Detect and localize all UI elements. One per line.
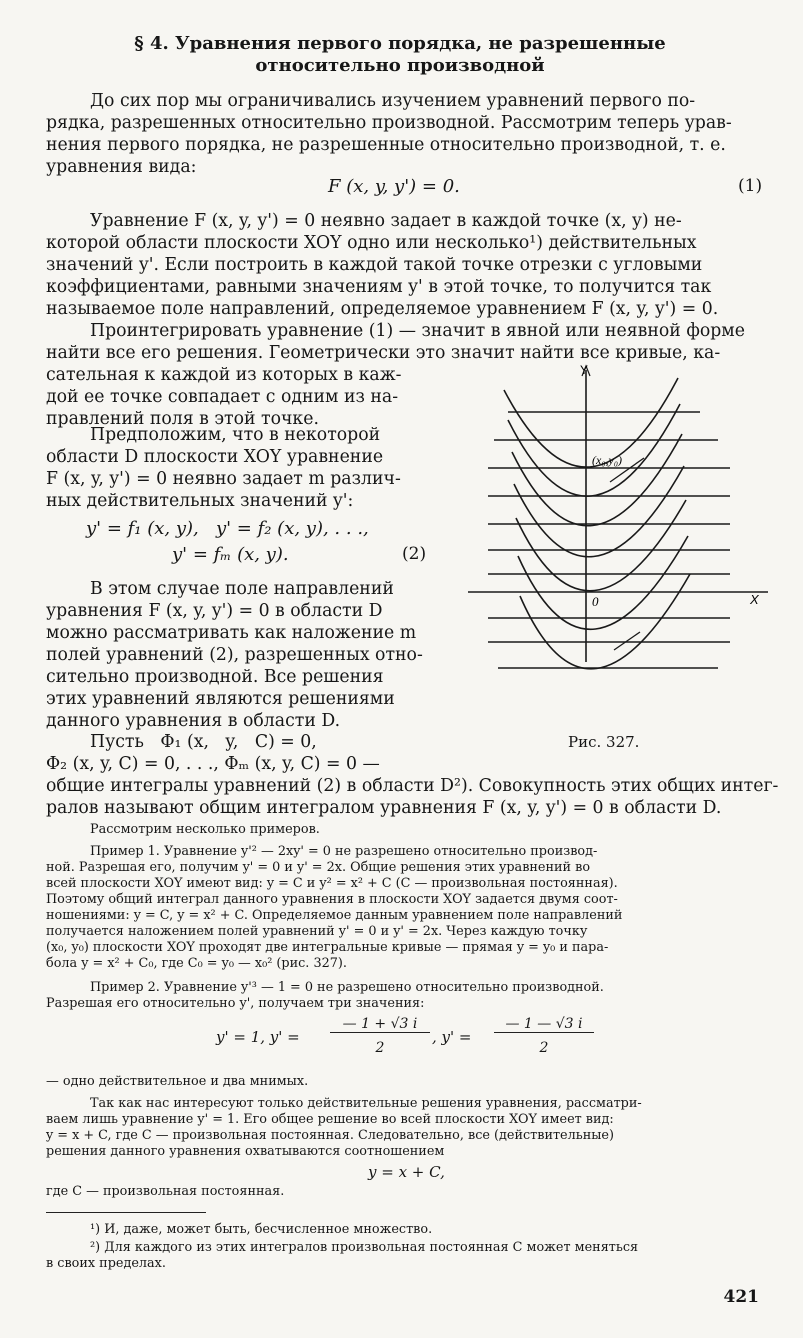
paragraph-line: которой области плоскости XOY одно или несколько¹) действительных: [46, 233, 697, 253]
figure-caption: Рис. 327.: [568, 733, 640, 751]
examples-intro: Рассмотрим несколько примеров.: [90, 822, 320, 837]
paragraph-line: значений y'. Если построить в каждой такой точке отрезки с угловыми: [46, 255, 703, 275]
example-1-line: ношениями: y = C, y = x² + C. Определяемое данным уравнением поле направлений: [46, 908, 623, 923]
paragraph-line: сательная к каждой из которых в каж-: [46, 365, 402, 385]
equation-3-denominator-1: 2: [375, 1040, 385, 1056]
paragraph-line: можно рассматривать как наложение m: [46, 623, 417, 643]
parabola: [516, 500, 686, 591]
paragraph-7-line: y = x + C, где C — произвольная постоянная. Следовательно, все (действительные): [46, 1128, 614, 1143]
paragraph-line: называемое поле направлений, определяемое уравнением F (x, y, y') = 0.: [46, 299, 719, 319]
footnote-2: ²) Для каждого из этих интегралов произвольная постоянная C может меняться: [90, 1240, 639, 1255]
paragraph-line: уравнения F (x, y, y') = 0 в области D: [46, 601, 383, 621]
equation-3-numerator-2: — 1 — √3 i: [494, 1016, 594, 1033]
intro-line: До сих пор мы ограничивались изучением уравнений первого по-: [90, 91, 696, 111]
paragraph-line: ралов называют общим интегралом уравнения F (x, y, y') = 0 в области D.: [46, 798, 722, 818]
example-1-line: Поэтому общий интеграл данного уравнения в плоскости XOY задается двумя соот-: [46, 892, 618, 907]
paragraph-line: Проинтегрировать уравнение (1) — значит в явной или неявной форме: [90, 321, 745, 341]
footnote-2-continued: в своих пределах.: [46, 1256, 166, 1271]
example-2-line: Пример 2. Уравнение y'³ — 1 = 0 не разрешено относительно производной.: [90, 980, 604, 995]
after-equation-3: — одно действительное и два мнимых.: [46, 1074, 309, 1089]
paragraph-7-line: решения данного уравнения охватываются соотношением: [46, 1144, 445, 1159]
section-title-line-2: относительно производной: [255, 55, 545, 76]
paragraph-line: области D плоскости XOY уравнение: [46, 447, 384, 467]
y-axis-label: Y: [580, 363, 589, 377]
figure-integral-curves: [468, 360, 768, 730]
equation-2-line-1: y' = f₁ (x, y), y' = f₂ (x, y), . . .,: [86, 518, 369, 539]
equation-2-line-2: y' = fₘ (x, y).: [172, 544, 289, 565]
paragraph-line: коэффициентами, равными значениям y' в этой точке, то получится так: [46, 277, 712, 297]
paragraph-line: этих уравнений являются решениями: [46, 689, 395, 709]
intro-line: нения первого порядка, не разрешенные относительно производной, т. е.: [46, 135, 726, 155]
paragraph-7-line: ваем лишь уравнение y' = 1. Его общее решение во всей плоскости XOY имеет вид:: [46, 1112, 614, 1127]
example-1-line: бола y = x² + C₀, где C₀ = y₀ — x₀² (рис. 327).: [46, 956, 347, 971]
section-title-line-1: § 4. Уравнения первого порядка, не разрешенные: [134, 33, 666, 54]
example-1-line: всей плоскости XOY имеют вид: y = C и y² = x² + C (C — произвольная постоянная).: [46, 876, 618, 891]
x-axis-label: X: [750, 592, 759, 607]
footnote-1: ¹) И, даже, может быть, бесчисленное множество.: [90, 1222, 433, 1237]
page-number: 421: [723, 1287, 759, 1307]
example-1-line: Пример 1. Уравнение y'² — 2xy' = 0 не разрешено относительно производ-: [90, 844, 598, 859]
footnote-rule: [46, 1212, 206, 1213]
equation-3-numerator-1: — 1 + √3 i: [330, 1016, 430, 1033]
equation-2-number: (2): [402, 544, 427, 564]
paragraph-line: правлений поля в этой точке.: [46, 409, 319, 429]
point-label: (x₀,y₀): [592, 453, 622, 467]
paragraph-line: Пусть Φ₁ (x, y, C) = 0,: [90, 732, 317, 752]
paragraph-line: Φ₂ (x, y, C) = 0, . . ., Φₘ (x, y, C) = 0 —: [46, 754, 380, 774]
paragraph-line: В этом случае поле направлений: [90, 579, 394, 599]
equation-1: F (x, y, y') = 0.: [328, 176, 460, 197]
intro-line: рядка, разрешенных относительно производной. Рассмотрим теперь урав-: [46, 113, 732, 133]
parabola: [512, 434, 682, 526]
origin-label: 0: [592, 594, 599, 609]
paragraph-line: общие интегралы уравнений (2) в области D²). Совокупность этих общих интег-: [46, 776, 779, 796]
paragraph-line: F (x, y, y') = 0 неявно задает m различ-: [46, 469, 401, 489]
example-1-line: ной. Разрешая его, получим y' = 0 и y' = 2x. Общие решения этих уравнений во: [46, 860, 591, 875]
equation-4: y = x + C,: [368, 1163, 445, 1181]
paragraph-7-line: Так как нас интересуют только действительные решения уравнения, рассматри-: [90, 1096, 642, 1111]
paragraph-line: Предположим, что в некоторой: [90, 425, 381, 445]
example-2-line: Разрешая его относительно y', получаем три значения:: [46, 996, 425, 1011]
paragraph-line: сительно производной. Все решения: [46, 667, 384, 687]
parabola: [504, 378, 678, 467]
paragraph-line: полей уравнений (2), разрешенных отно-: [46, 645, 423, 665]
equation-1-number: (1): [738, 176, 763, 196]
example-1-line: получается наложением полей уравнений y' = 0 и y' = 2x. Через каждую точку: [46, 924, 588, 939]
paragraph-line: Уравнение F (x, y, y') = 0 неявно задает в каждой точке (x, y) не-: [90, 211, 682, 231]
paragraph-line: найти все его решения. Геометрически это значит найти все кривые, ка-: [46, 343, 721, 363]
equation-3-part1: y' = 1, y' =: [216, 1028, 300, 1046]
after-equation-4: где C — произвольная постоянная.: [46, 1184, 285, 1199]
equation-3-separator: , y' =: [432, 1028, 472, 1046]
paragraph-line: данного уравнения в области D.: [46, 711, 341, 731]
paragraph-line: дой ее точке совпадает с одним из на-: [46, 387, 399, 407]
intro-line: уравнения вида:: [46, 157, 197, 177]
example-1-line: (x₀, y₀) плоскости XOY проходят две интегральные кривые — прямая y = y₀ и пара-: [46, 940, 609, 955]
equation-3-denominator-2: 2: [539, 1040, 549, 1056]
paragraph-line: ных действительных значений y':: [46, 491, 354, 511]
